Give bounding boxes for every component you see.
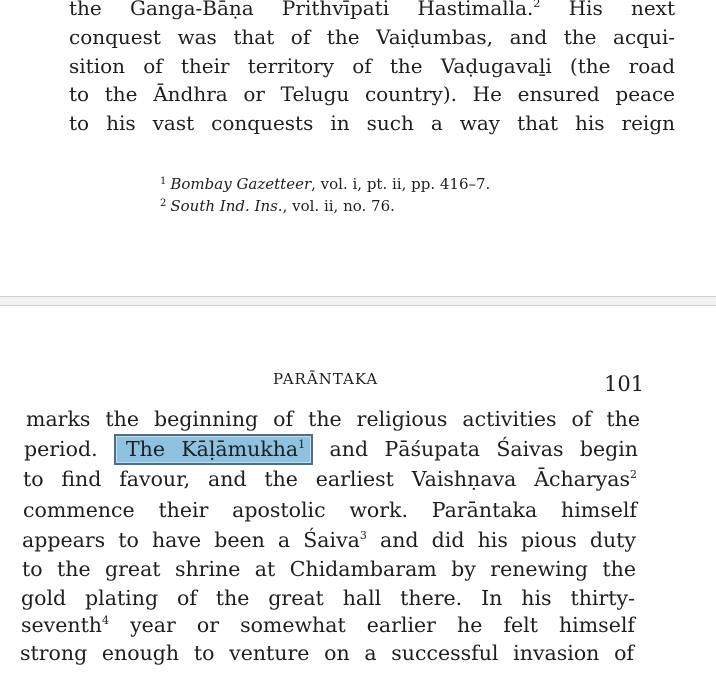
text-line: gold plating of the great hall there. In his thirty- xyxy=(21,586,635,610)
footnote: $^2$ South Ind. Ins., vol. ii, no. 76. xyxy=(160,197,395,215)
text-line: to his vast conquests in such a way that his reign xyxy=(69,111,675,135)
text-line: strong enough to venture on a successful invasion of xyxy=(20,641,634,665)
previous-page xyxy=(0,0,716,296)
text-line: conquest was that of the Vaiḍumbas, and the acqui- xyxy=(69,25,675,49)
page-number: 101 xyxy=(604,372,645,396)
running-head: PARĀNTAKA xyxy=(273,370,379,388)
highlighted-term[interactable]: The Kāḷāmukha$^1$ xyxy=(114,434,313,465)
text-line: sition of their territory of the Vaḍugavaḻi (the road xyxy=(69,54,675,78)
text-line: the Ganga-Bāṇa Prithvīpati Hastimalla.$^2$ His next xyxy=(69,0,675,20)
current-page xyxy=(0,306,716,673)
page-separator xyxy=(0,296,716,306)
text-line: to the Āndhra or Telugu country). He ensured peace xyxy=(69,82,675,106)
text-line: to the great shrine at Chidambaram by renewing the xyxy=(22,557,636,581)
footnote: $^1$ Bombay Gazetteer, vol. i, pt. ii, pp. 416–7. xyxy=(160,175,491,193)
text-line: seventh$^4$ year or somewhat earlier he felt himself xyxy=(21,613,635,637)
text-line: marks the beginning of the religious activities of the xyxy=(26,407,640,431)
text-line: to find favour, and the earliest Vaishṇava Ācharyas$^2$ xyxy=(23,467,637,491)
text-line: period. The Kāḷāmukha$^1$ and Pāśupata Śaivas begin xyxy=(24,436,638,462)
text-line: commence their apostolic work. Parāntaka himself xyxy=(23,498,637,522)
text-line: appears to have been a Śaiva$^3$ and did his pious duty xyxy=(22,528,636,552)
